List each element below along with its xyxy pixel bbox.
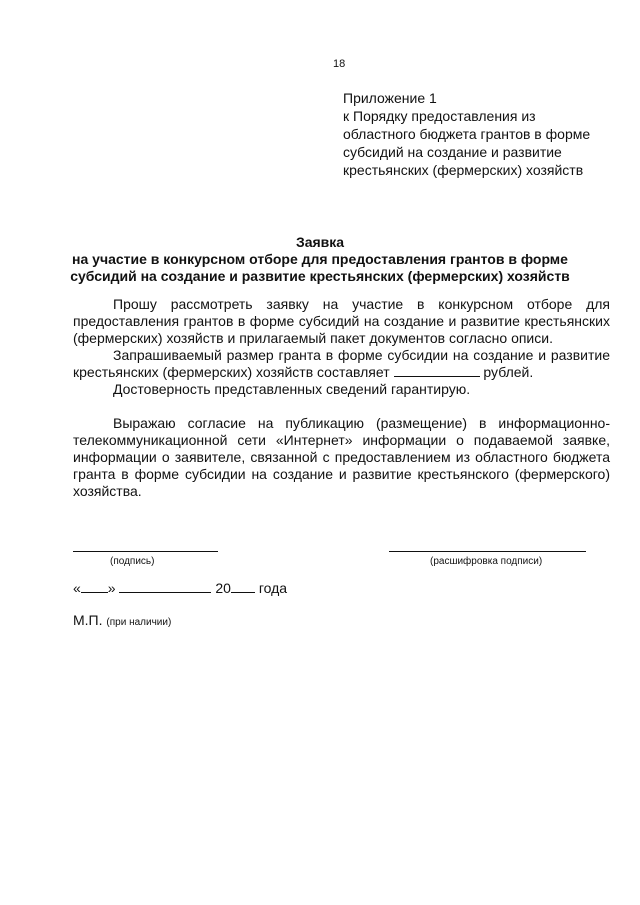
appendix-line: к Порядку предоставления из bbox=[343, 108, 536, 124]
stamp-place bbox=[73, 612, 171, 628]
date-suffix: года bbox=[258, 580, 288, 596]
title-heading: Заявка bbox=[295, 234, 345, 250]
month-blank bbox=[119, 580, 211, 593]
document-body bbox=[73, 296, 610, 500]
year-prefix: 20 bbox=[215, 580, 231, 596]
signature-label: (подпись) bbox=[110, 556, 155, 567]
appendix-header bbox=[343, 89, 623, 179]
stamp-label: М.П. bbox=[73, 612, 103, 628]
date-row bbox=[73, 580, 287, 596]
document-title bbox=[40, 234, 600, 285]
signature-decoding-label: (расшифровка подписи) bbox=[430, 556, 543, 567]
paragraph-grant-amount bbox=[73, 347, 610, 381]
signature-line bbox=[73, 551, 218, 552]
paragraph-request: Прошу рассмотреть заявку на участие в конкурсном отборе для предоставления грантов в форме субсидий на создание и развитие крестьянских (фермерских) хозяйств и прилагаемый пакет документов согласно описи. bbox=[73, 296, 610, 346]
title-line: на участие в конкурсном отборе для предоставления грантов в форме bbox=[72, 251, 568, 267]
title-line: субсидий на создание и развитие крестьянских (фермерских) хозяйств bbox=[70, 268, 570, 284]
page-number: 18 bbox=[333, 58, 346, 70]
day-blank bbox=[81, 580, 108, 593]
appendix-line: Приложение 1 bbox=[343, 90, 437, 106]
paragraph-guarantee: Достоверность представленных сведений гарантирую. bbox=[113, 381, 471, 397]
date-close-quote: » bbox=[107, 580, 116, 596]
appendix-line: крестьянских (фермерских) хозяйств bbox=[343, 162, 584, 178]
grant-amount-unit: рублей. bbox=[483, 364, 534, 380]
signature-decoding-line bbox=[389, 551, 586, 552]
grant-amount-blank bbox=[394, 364, 480, 377]
stamp-note: (при наличии) bbox=[106, 617, 172, 628]
appendix-line: субсидий на создание и развитие bbox=[343, 144, 562, 160]
appendix-line: областного бюджета грантов в форме bbox=[343, 126, 591, 142]
year-blank bbox=[231, 580, 255, 593]
date-open-quote: « bbox=[73, 580, 81, 596]
paragraph-consent: Выражаю согласие на публикацию (размещение) в информационно-телекоммуникационной сети «Интернет» информации о подаваемой заявке, информации о заявителе, связанной с предоставлением из областного бюджета гранта в форме субсидии на создание и развитие крестьянского (фермерского) хозяйства. bbox=[73, 415, 610, 499]
grant-amount-text: Запрашиваемый размер гранта в форме субсидии на создание и развитие крестьянских (фермерских) хозяйств составляет bbox=[73, 347, 610, 380]
